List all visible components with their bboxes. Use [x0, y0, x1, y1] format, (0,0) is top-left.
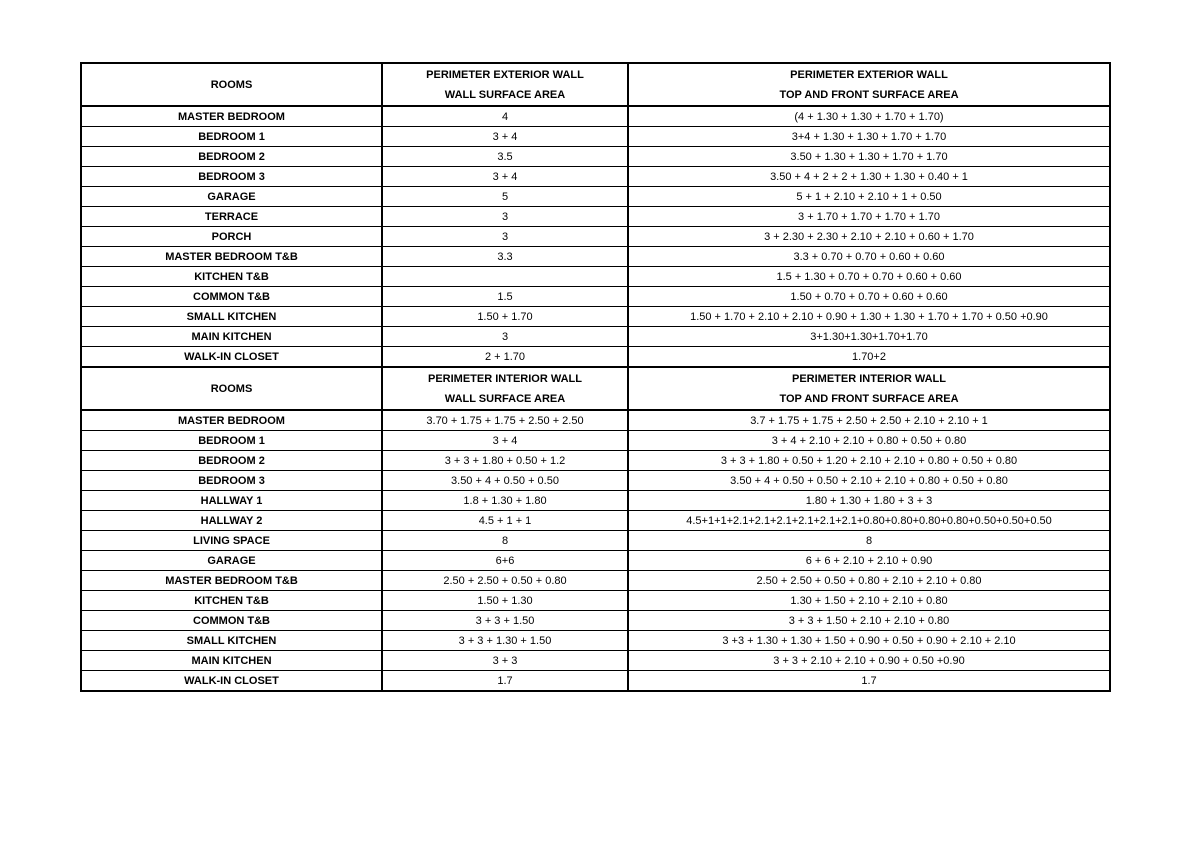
wall-surface-header-line1: PERIMETER EXTERIOR WALL: [426, 68, 584, 81]
wall-surface-cell: 4: [382, 106, 628, 127]
wall-surface-cell: 3.70 + 1.75 + 1.75 + 2.50 + 2.50: [382, 410, 628, 431]
wall-surface-cell: 3 + 4: [382, 127, 628, 147]
table-row: [81, 491, 1110, 511]
table-row: [81, 106, 1110, 127]
top-front-surface-cell: (4 + 1.30 + 1.30 + 1.70 + 1.70): [628, 106, 1110, 127]
top-front-surface-header-line1: PERIMETER EXTERIOR WALL: [790, 68, 948, 81]
room-name-cell: WALK-IN CLOSET: [81, 671, 382, 692]
top-front-surface-cell: 5 + 1 + 2.10 + 2.10 + 1 + 0.50: [628, 187, 1110, 207]
room-name-cell: MASTER BEDROOM: [81, 106, 382, 127]
top-front-surface-cell: 3.50 + 4 + 0.50 + 0.50 + 2.10 + 2.10 + 0.80 + 0.50 + 0.80: [628, 471, 1110, 491]
room-name-cell: GARAGE: [81, 187, 382, 207]
room-name-cell: HALLWAY 2: [81, 511, 382, 531]
table-row: [81, 451, 1110, 471]
interior-header-row: [81, 367, 1110, 410]
top-front-surface-cell: 1.50 + 1.70 + 2.10 + 2.10 + 0.90 + 1.30 + 1.30 + 1.70 + 1.70 + 0.50 +0.90: [628, 307, 1110, 327]
wall-surface-header: [382, 367, 628, 410]
wall-surface-cell: 2 + 1.70: [382, 347, 628, 368]
wall-surface-header: [382, 63, 628, 106]
table-row: [81, 327, 1110, 347]
top-front-surface-header-line1: PERIMETER INTERIOR WALL: [792, 372, 946, 385]
room-name-cell: LIVING SPACE: [81, 531, 382, 551]
room-name-cell: MAIN KITCHEN: [81, 651, 382, 671]
wall-surface-cell: 2.50 + 2.50 + 0.50 + 0.80: [382, 571, 628, 591]
wall-surface-cell: 3 + 3 + 1.50: [382, 611, 628, 631]
table-row: [81, 531, 1110, 551]
wall-surface-cell: 4.5 + 1 + 1: [382, 511, 628, 531]
room-name-cell: COMMON T&B: [81, 611, 382, 631]
top-front-surface-cell: 8: [628, 531, 1110, 551]
top-front-surface-cell: 1.80 + 1.30 + 1.80 + 3 + 3: [628, 491, 1110, 511]
room-name-cell: MAIN KITCHEN: [81, 327, 382, 347]
top-front-surface-cell: 3 + 3 + 1.80 + 0.50 + 1.20 + 2.10 + 2.10 + 0.80 + 0.50 + 0.80: [628, 451, 1110, 471]
top-front-surface-cell: 3 + 1.70 + 1.70 + 1.70 + 1.70: [628, 207, 1110, 227]
top-front-surface-cell: 2.50 + 2.50 + 0.50 + 0.80 + 2.10 + 2.10 + 0.80: [628, 571, 1110, 591]
top-front-surface-cell: 3+4 + 1.30 + 1.30 + 1.70 + 1.70: [628, 127, 1110, 147]
wall-surface-cell: 3 + 3 + 1.30 + 1.50: [382, 631, 628, 651]
table-row: [81, 410, 1110, 431]
wall-surface-cell: 5: [382, 187, 628, 207]
top-front-surface-cell: 3 +3 + 1.30 + 1.30 + 1.50 + 0.90 + 0.50 + 0.90 + 2.10 + 2.10: [628, 631, 1110, 651]
top-front-surface-cell: 3.50 + 4 + 2 + 2 + 1.30 + 1.30 + 0.40 + 1: [628, 167, 1110, 187]
table-row: [81, 347, 1110, 368]
top-front-surface-cell: 3 + 2.30 + 2.30 + 2.10 + 2.10 + 0.60 + 1.70: [628, 227, 1110, 247]
surface-area-table: [80, 62, 1111, 692]
table-row: [81, 431, 1110, 451]
room-name-cell: KITCHEN T&B: [81, 267, 382, 287]
wall-surface-cell: 3 + 4: [382, 431, 628, 451]
table-row: [81, 207, 1110, 227]
top-front-surface-cell: 1.50 + 0.70 + 0.70 + 0.60 + 0.60: [628, 287, 1110, 307]
room-name-cell: TERRACE: [81, 207, 382, 227]
table-body: [81, 63, 1110, 691]
top-front-surface-cell: 3.50 + 1.30 + 1.30 + 1.70 + 1.70: [628, 147, 1110, 167]
wall-surface-cell: 1.50 + 1.30: [382, 591, 628, 611]
top-front-surface-cell: 3.7 + 1.75 + 1.75 + 2.50 + 2.50 + 2.10 + 2.10 + 1: [628, 410, 1110, 431]
wall-surface-cell: 3.3: [382, 247, 628, 267]
top-front-surface-cell: 1.70+2: [628, 347, 1110, 368]
table-row: [81, 227, 1110, 247]
rooms-header: ROOMS: [81, 367, 382, 410]
table-row: [81, 511, 1110, 531]
wall-surface-cell: 3.5: [382, 147, 628, 167]
top-front-surface-header: [628, 367, 1110, 410]
top-front-surface-cell: 1.30 + 1.50 + 2.10 + 2.10 + 0.80: [628, 591, 1110, 611]
table-row: [81, 127, 1110, 147]
room-name-cell: KITCHEN T&B: [81, 591, 382, 611]
table-row: [81, 167, 1110, 187]
top-front-surface-cell: 4.5+1+1+2.1+2.1+2.1+2.1+2.1+2.1+0.80+0.80+0.80+0.80+0.50+0.50+0.50: [628, 511, 1110, 531]
room-name-cell: GARAGE: [81, 551, 382, 571]
wall-surface-cell: 3: [382, 327, 628, 347]
exterior-header-row: [81, 63, 1110, 106]
room-name-cell: BEDROOM 3: [81, 471, 382, 491]
top-front-surface-header-line2: TOP AND FRONT SURFACE AREA: [779, 88, 959, 101]
room-name-cell: BEDROOM 3: [81, 167, 382, 187]
top-front-surface-cell: 3 + 3 + 2.10 + 2.10 + 0.90 + 0.50 +0.90: [628, 651, 1110, 671]
top-front-surface-cell: 1.7: [628, 671, 1110, 692]
wall-surface-header-line2: WALL SURFACE AREA: [444, 88, 566, 101]
room-name-cell: WALK-IN CLOSET: [81, 347, 382, 368]
wall-surface-cell: 3.50 + 4 + 0.50 + 0.50: [382, 471, 628, 491]
room-name-cell: BEDROOM 1: [81, 431, 382, 451]
wall-surface-cell: 1.7: [382, 671, 628, 692]
rooms-header: ROOMS: [81, 63, 382, 106]
table-row: [81, 247, 1110, 267]
wall-surface-cell: 8: [382, 531, 628, 551]
room-name-cell: PORCH: [81, 227, 382, 247]
table-row: [81, 551, 1110, 571]
top-front-surface-cell: 3 + 3 + 1.50 + 2.10 + 2.10 + 0.80: [628, 611, 1110, 631]
wall-surface-cell: 3 + 3: [382, 651, 628, 671]
table-row: [81, 611, 1110, 631]
wall-surface-cell: 1.8 + 1.30 + 1.80: [382, 491, 628, 511]
room-name-cell: MASTER BEDROOM: [81, 410, 382, 431]
wall-surface-cell: 3 + 3 + 1.80 + 0.50 + 1.2: [382, 451, 628, 471]
wall-surface-header-line1: PERIMETER INTERIOR WALL: [428, 372, 582, 385]
table-row: [81, 651, 1110, 671]
top-front-surface-header-line2: TOP AND FRONT SURFACE AREA: [779, 392, 959, 405]
room-name-cell: COMMON T&B: [81, 287, 382, 307]
wall-surface-cell: 1.50 + 1.70: [382, 307, 628, 327]
top-front-surface-cell: 3 + 4 + 2.10 + 2.10 + 0.80 + 0.50 + 0.80: [628, 431, 1110, 451]
top-front-surface-cell: 3.3 + 0.70 + 0.70 + 0.60 + 0.60: [628, 247, 1110, 267]
top-front-surface-header: [628, 63, 1110, 106]
wall-surface-cell: [382, 267, 628, 287]
room-name-cell: MASTER BEDROOM T&B: [81, 247, 382, 267]
table-row: [81, 571, 1110, 591]
room-name-cell: MASTER BEDROOM T&B: [81, 571, 382, 591]
table-row: [81, 591, 1110, 611]
table-row: [81, 671, 1110, 692]
room-name-cell: BEDROOM 2: [81, 147, 382, 167]
room-name-cell: HALLWAY 1: [81, 491, 382, 511]
room-name-cell: SMALL KITCHEN: [81, 307, 382, 327]
table-row: [81, 267, 1110, 287]
table-row: [81, 147, 1110, 167]
table-row: [81, 307, 1110, 327]
table-row: [81, 631, 1110, 651]
wall-surface-header-line2: WALL SURFACE AREA: [444, 392, 566, 405]
top-front-surface-cell: 1.5 + 1.30 + 0.70 + 0.70 + 0.60 + 0.60: [628, 267, 1110, 287]
table-row: [81, 187, 1110, 207]
table-row: [81, 471, 1110, 491]
wall-surface-cell: 3 + 4: [382, 167, 628, 187]
room-name-cell: SMALL KITCHEN: [81, 631, 382, 651]
wall-surface-cell: 6+6: [382, 551, 628, 571]
room-name-cell: BEDROOM 1: [81, 127, 382, 147]
top-front-surface-cell: 6 + 6 + 2.10 + 2.10 + 0.90: [628, 551, 1110, 571]
wall-surface-cell: 3: [382, 227, 628, 247]
table-row: [81, 287, 1110, 307]
wall-surface-cell: 1.5: [382, 287, 628, 307]
room-name-cell: BEDROOM 2: [81, 451, 382, 471]
wall-surface-cell: 3: [382, 207, 628, 227]
top-front-surface-cell: 3+1.30+1.30+1.70+1.70: [628, 327, 1110, 347]
